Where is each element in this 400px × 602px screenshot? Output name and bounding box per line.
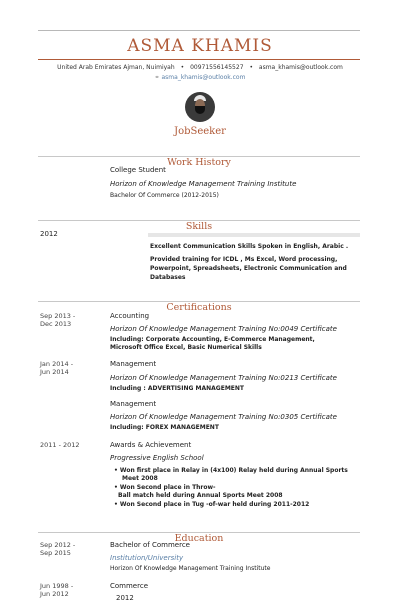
name-underline bbox=[38, 59, 360, 60]
edu-1-title: Bachelor of Commerce bbox=[110, 541, 190, 549]
skill-line-3: Powerpoint, Spreadsheets, Electronic Communication and bbox=[150, 265, 347, 272]
secondary-email-link[interactable]: asma_khamis@outlook.com bbox=[161, 74, 246, 81]
award-1-line-1: • Won first place in Relay in (4x100) Relay held during Annual Sports bbox=[114, 467, 348, 474]
cert-4-date: 2011 - 2012 bbox=[40, 441, 80, 449]
avatar-beard bbox=[195, 106, 205, 114]
skill-line-1: Excellent Communication Skills Spoken in English, Arabic . bbox=[150, 243, 349, 250]
cert-1-end: Dec 2013 bbox=[40, 320, 72, 328]
cert-1-org: Horizon Of Knowledge Management Training No:0049 Certificate bbox=[110, 325, 337, 333]
section-certifications bbox=[38, 295, 360, 314]
edu-1-detail: Horizon Of Knowledge Management Training Institute bbox=[110, 565, 271, 572]
work-role: College Student bbox=[110, 166, 166, 174]
edu-1-end: Sep 2015 bbox=[40, 549, 71, 557]
skills-year: 2012 bbox=[40, 230, 58, 238]
cert-1-title: Accounting bbox=[110, 312, 150, 320]
section-skills bbox=[38, 214, 360, 233]
cert-3-include: Including: FOREX MANAGEMENT bbox=[110, 424, 219, 431]
edu-1-dates bbox=[40, 541, 75, 557]
cert-2-include: Including : ADVERTISING MANAGEMENT bbox=[110, 385, 245, 392]
top-rule bbox=[38, 30, 360, 31]
link-icon: ⚭ bbox=[154, 74, 160, 81]
section-title-work: Work History bbox=[161, 157, 237, 168]
cert-3-org: Horizon Of Knowledge Management Training No:0305 Certificate bbox=[110, 413, 337, 421]
edu-2-end: Jun 2012 bbox=[40, 590, 69, 598]
email-text[interactable]: asma_khamis@outlook.com bbox=[258, 64, 343, 71]
cert-2-start: Jan 2014 - bbox=[40, 360, 74, 368]
award-3: • Won Second place in Tug -of-war held during 2011-2012 bbox=[114, 501, 310, 508]
cert-1-start: Sep 2013 - bbox=[40, 312, 76, 320]
edu-2-dates bbox=[40, 582, 73, 598]
work-detail: Bachelor Of Commerce (2012-2015) bbox=[110, 192, 219, 199]
award-2-line-1: • Won Second place in Throw- bbox=[114, 484, 216, 491]
edu-2-sub: 2012 bbox=[116, 594, 134, 602]
cert-1-dates bbox=[40, 312, 75, 328]
contact-line bbox=[0, 64, 400, 71]
cert-2-end: Jun 2014 bbox=[40, 368, 69, 376]
secondary-email bbox=[0, 74, 400, 81]
award-1-line-2: Meet 2008 bbox=[122, 475, 158, 482]
location-text: United Arab Emirates Ajman, Nuimiyah bbox=[57, 64, 175, 71]
avatar bbox=[185, 92, 215, 122]
edu-2-start: Jun 1998 - bbox=[40, 582, 74, 590]
section-title-education: Education bbox=[169, 533, 230, 544]
cert-2-dates bbox=[40, 360, 73, 376]
candidate-name: ASMA KHAMIS bbox=[127, 36, 273, 56]
cert-4-org: Progressive English School bbox=[110, 454, 204, 462]
skill-level-bar bbox=[148, 233, 360, 237]
phone-text: 00971556145527 bbox=[190, 64, 244, 71]
skill-line-2: Provided training for ICDL , Ms Excel, Word processing, bbox=[150, 256, 338, 263]
section-title-certifications: Certifications bbox=[160, 302, 237, 313]
cert-4-title: Awards & Achievement bbox=[110, 441, 192, 449]
section-work-history bbox=[38, 150, 360, 169]
work-organization: Horizon of Knowledge Management Training Institute bbox=[110, 180, 297, 188]
edu-2-title: Commerce bbox=[110, 582, 148, 590]
cert-1-include-2: Microsoft Office Excel, Basic Numerical Skills bbox=[110, 344, 262, 351]
award-2-line-2: Ball match held during Annual Sports Meet 2008 bbox=[118, 492, 283, 499]
cert-1-include-1: Including: Corporate Accounting, E-Commerce Management, bbox=[110, 336, 315, 343]
separator-dot: • bbox=[249, 64, 253, 71]
cert-2-title: Management bbox=[110, 360, 157, 368]
edu-1-institution: Institution/University bbox=[110, 554, 184, 562]
cert-2-org: Horizon Of Knowledge Management Training No:0213 Certificate bbox=[110, 374, 337, 382]
edu-1-start: Sep 2012 - bbox=[40, 541, 76, 549]
skill-line-4: Databases bbox=[150, 274, 186, 281]
cert-3-title: Management bbox=[110, 400, 157, 408]
section-education bbox=[38, 526, 360, 545]
job-title: JobSeeker bbox=[174, 126, 226, 137]
section-title-skills: Skills bbox=[180, 221, 218, 232]
separator-dot: • bbox=[180, 64, 185, 71]
